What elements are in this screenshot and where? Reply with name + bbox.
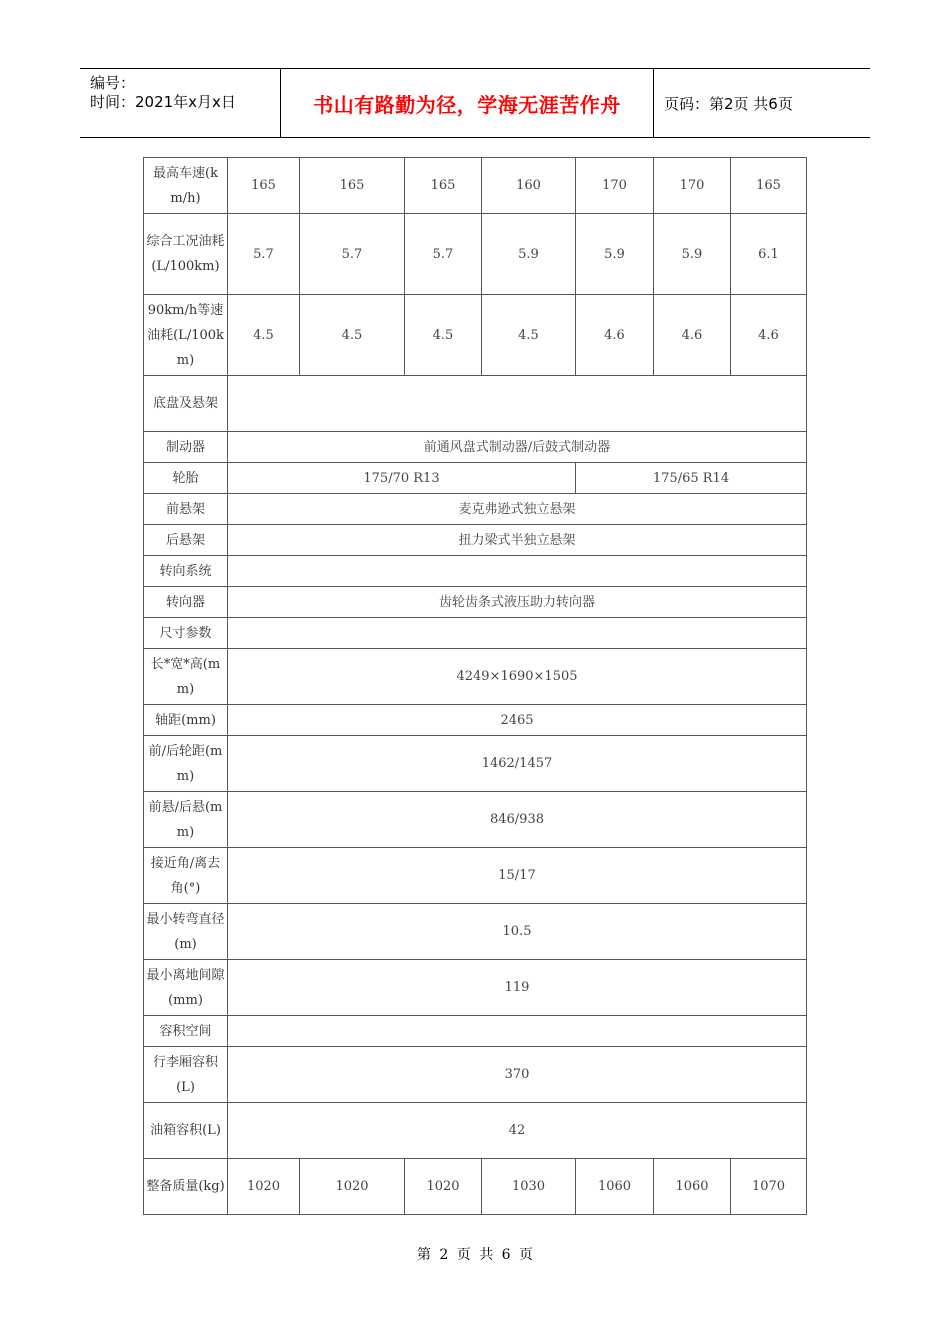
value-cell: 5.9 <box>482 214 576 295</box>
value-cell: 175/70 R13 <box>228 463 576 494</box>
value-cell: 170 <box>654 158 731 214</box>
row-label: 底盘及悬架 <box>144 376 228 432</box>
table-row <box>144 848 807 904</box>
row-label: 转向系统 <box>144 556 228 587</box>
value-cell: 1060 <box>576 1159 654 1215</box>
row-label: 综合工况油耗(L/100km) <box>144 214 228 295</box>
value-cell: 1030 <box>482 1159 576 1215</box>
value-cell <box>228 376 807 432</box>
row-label: 后悬架 <box>144 525 228 556</box>
value-cell: 1070 <box>731 1159 807 1215</box>
value-cell <box>228 556 807 587</box>
value-cell: 5.7 <box>300 214 405 295</box>
value-cell: 15/17 <box>228 848 807 904</box>
row-label: 最高车速(km/h) <box>144 158 228 214</box>
value-cell: 42 <box>228 1103 807 1159</box>
table-row <box>144 587 807 618</box>
value-cell: 齿轮齿条式液压助力转向器 <box>228 587 807 618</box>
table-row <box>144 792 807 848</box>
header-page-label: 页码：第2页 共6页 <box>664 94 793 113</box>
value-cell: 1020 <box>300 1159 405 1215</box>
value-cell: 165 <box>405 158 482 214</box>
header-meta-cell <box>80 69 281 137</box>
value-cell: 370 <box>228 1047 807 1103</box>
row-label: 尺寸参数 <box>144 618 228 649</box>
table-row <box>144 1159 807 1215</box>
value-cell: 175/65 R14 <box>576 463 807 494</box>
row-label: 90km/h等速油耗(L/100km) <box>144 295 228 376</box>
value-cell: 4.6 <box>654 295 731 376</box>
table-row <box>144 649 807 705</box>
value-cell: 846/938 <box>228 792 807 848</box>
value-cell: 5.7 <box>405 214 482 295</box>
row-label: 最小离地间隙(mm) <box>144 960 228 1016</box>
value-cell <box>228 618 807 649</box>
value-cell: 1020 <box>405 1159 482 1215</box>
row-label: 整备质量(kg) <box>144 1159 228 1215</box>
page-footer: 第 2 页 共 6 页 <box>416 1247 534 1263</box>
value-cell: 4.5 <box>482 295 576 376</box>
row-label: 最小转弯直径(m) <box>144 904 228 960</box>
value-cell: 5.9 <box>654 214 731 295</box>
value-cell: 4.5 <box>228 295 300 376</box>
table-row <box>144 618 807 649</box>
value-cell: 4.6 <box>731 295 807 376</box>
row-label: 行李厢容积(L) <box>144 1047 228 1103</box>
spec-table <box>143 157 807 1215</box>
value-cell: 扭力梁式半独立悬架 <box>228 525 807 556</box>
value-cell: 4.5 <box>300 295 405 376</box>
value-cell: 前通风盘式制动器/后鼓式制动器 <box>228 432 807 463</box>
table-row <box>144 1016 807 1047</box>
table-row <box>144 705 807 736</box>
table-row <box>144 432 807 463</box>
number-label: 编号： <box>90 74 136 92</box>
value-cell: 4249×1690×1505 <box>228 649 807 705</box>
table-row <box>144 960 807 1016</box>
table-row <box>144 525 807 556</box>
row-label: 制动器 <box>144 432 228 463</box>
value-cell: 119 <box>228 960 807 1016</box>
value-cell: 4.6 <box>576 295 654 376</box>
table-row <box>144 904 807 960</box>
table-row <box>144 1047 807 1103</box>
value-cell <box>228 1016 807 1047</box>
value-cell: 165 <box>300 158 405 214</box>
row-label: 轮胎 <box>144 463 228 494</box>
table-row <box>144 463 807 494</box>
table-row <box>144 295 807 376</box>
value-cell: 10.5 <box>228 904 807 960</box>
value-cell: 165 <box>731 158 807 214</box>
row-label: 转向器 <box>144 587 228 618</box>
row-label: 接近角/离去角(°) <box>144 848 228 904</box>
table-row <box>144 494 807 525</box>
row-label: 前悬架 <box>144 494 228 525</box>
row-label: 前/后轮距(mm) <box>144 736 228 792</box>
row-label: 容积空间 <box>144 1016 228 1047</box>
time-label: 时间：2021年x月x日 <box>90 93 236 111</box>
value-cell: 6.1 <box>731 214 807 295</box>
row-label: 前悬/后悬(mm) <box>144 792 228 848</box>
value-cell: 2465 <box>228 705 807 736</box>
value-cell: 170 <box>576 158 654 214</box>
row-label: 油箱容积(L) <box>144 1103 228 1159</box>
value-cell: 1020 <box>228 1159 300 1215</box>
row-label: 轴距(mm) <box>144 705 228 736</box>
value-cell: 麦克弗逊式独立悬架 <box>228 494 807 525</box>
table-row <box>144 1103 807 1159</box>
value-cell: 5.7 <box>228 214 300 295</box>
table-row <box>144 556 807 587</box>
table-row <box>144 214 807 295</box>
row-label: 长*宽*高(mm) <box>144 649 228 705</box>
value-cell: 165 <box>228 158 300 214</box>
page-header <box>80 68 870 138</box>
value-cell: 160 <box>482 158 576 214</box>
value-cell: 5.9 <box>576 214 654 295</box>
value-cell: 1462/1457 <box>228 736 807 792</box>
table-row <box>144 376 807 432</box>
value-cell: 1060 <box>654 1159 731 1215</box>
table-row <box>144 736 807 792</box>
value-cell: 4.5 <box>405 295 482 376</box>
table-row <box>144 158 807 214</box>
header-motto: 书山有路勤为径，学海无涯苦作舟 <box>281 69 654 137</box>
